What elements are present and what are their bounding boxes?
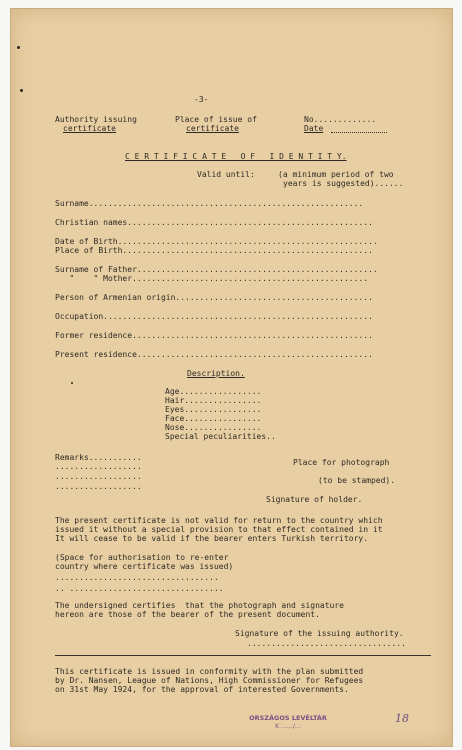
present-residence-field: Present residence................................................. — [55, 350, 373, 359]
christian-names-field: Christian names................................................... — [55, 218, 373, 227]
reentry-dotted-line: .. ................................ — [55, 584, 224, 593]
certify-text-line1: The undersigned certifies that the photograph and signature — [55, 601, 344, 610]
date-of-birth-field: Date of Birth...................................................... — [55, 237, 378, 246]
valid-note-line1: (a minimum period of two — [278, 170, 394, 179]
hair-field: Hair................ — [165, 396, 262, 405]
ink-speck — [17, 46, 20, 49]
archive-stamp-reference: K ……/… — [275, 723, 301, 730]
reentry-note-line2: country where certificate was issued) — [55, 562, 234, 571]
remarks-line: .................. — [55, 472, 142, 481]
photo-place-label: Place for photograph — [293, 458, 390, 467]
footer-text-line2: by Dr. Nansen, League of Nations, High Commissioner for Refugees — [55, 676, 364, 685]
footer-text-line3: on 31st May 1924, for the approval of interested Governments. — [55, 685, 349, 694]
ink-speck — [71, 382, 73, 384]
holder-signature-label: Signature of holder. — [266, 495, 363, 504]
validity-text-line2: issued it without a special provision to that effect contained in it — [55, 525, 383, 534]
authority-label-line2: certificate — [63, 124, 116, 133]
valid-note-line2: years is suggested)...... — [283, 179, 404, 188]
folio-number: 18 — [395, 712, 409, 725]
certify-text-line2: hereon are those of the bearer of the present document. — [55, 610, 320, 619]
archive-stamp-title: ORSZÁGOS LEVÉLTÁR — [249, 714, 327, 722]
special-peculiarities-field: Special peculiarities.. — [165, 432, 276, 441]
authority-label-line1: Authority issuing — [55, 115, 137, 124]
valid-until-label: Valid until: — [197, 170, 255, 179]
remarks-line: .................. — [55, 462, 142, 471]
page-number: -3- — [194, 95, 209, 104]
age-field: Age................. — [165, 387, 262, 396]
description-heading: Description. — [187, 369, 245, 378]
issuing-authority-signature-label: Signature of the issuing authority. — [235, 629, 404, 638]
footer-divider — [55, 655, 431, 656]
certificate-page — [10, 8, 453, 747]
remarks-line: .................. — [55, 482, 142, 491]
eyes-field: Eyes................ — [165, 405, 262, 414]
number-field: No............. — [304, 115, 377, 124]
remarks-label: Remarks........... — [55, 453, 142, 462]
photo-stamped-note: (to be stamped). — [318, 476, 396, 485]
date-dotted-rule — [331, 132, 387, 133]
occupation-field: Occupation........................................................ — [55, 312, 373, 321]
footer-text-line1: This certificate is issued in conformity with the plan submitted — [55, 667, 364, 676]
armenian-origin-field: Person of Armenian origin......................................... — [55, 293, 373, 302]
former-residence-field: Former residence.................................................. — [55, 331, 373, 340]
nose-field: Nose................ — [165, 423, 262, 432]
surname-field: Surname......................................................... — [55, 199, 364, 208]
date-field: Date — [304, 124, 324, 133]
reentry-dotted-line: .................................. — [55, 573, 219, 582]
father-surname-field: Surname of Father.................................................. — [55, 265, 378, 274]
ink-speck — [20, 89, 23, 92]
face-field: Face................ — [165, 414, 262, 423]
place-of-birth-field: Place of Birth.................................................... — [55, 246, 373, 255]
place-label-line1: Place of issue of — [175, 115, 257, 124]
place-label-line2: certificate — [186, 124, 239, 133]
reentry-note-line1: (Space for authorisation to re-enter — [55, 553, 229, 562]
validity-text-line3: It will cease to be valid if the bearer enters Turkish territory. — [55, 534, 369, 543]
issuing-authority-dotted-line: ................................. — [247, 639, 406, 648]
certificate-title: C E R T I F I C A T E O F I D E N T I T Y. — [125, 152, 347, 161]
validity-text-line1: The present certificate is not valid for return to the country which — [55, 516, 383, 525]
mother-surname-field: " " Mother................................................. — [55, 274, 369, 283]
